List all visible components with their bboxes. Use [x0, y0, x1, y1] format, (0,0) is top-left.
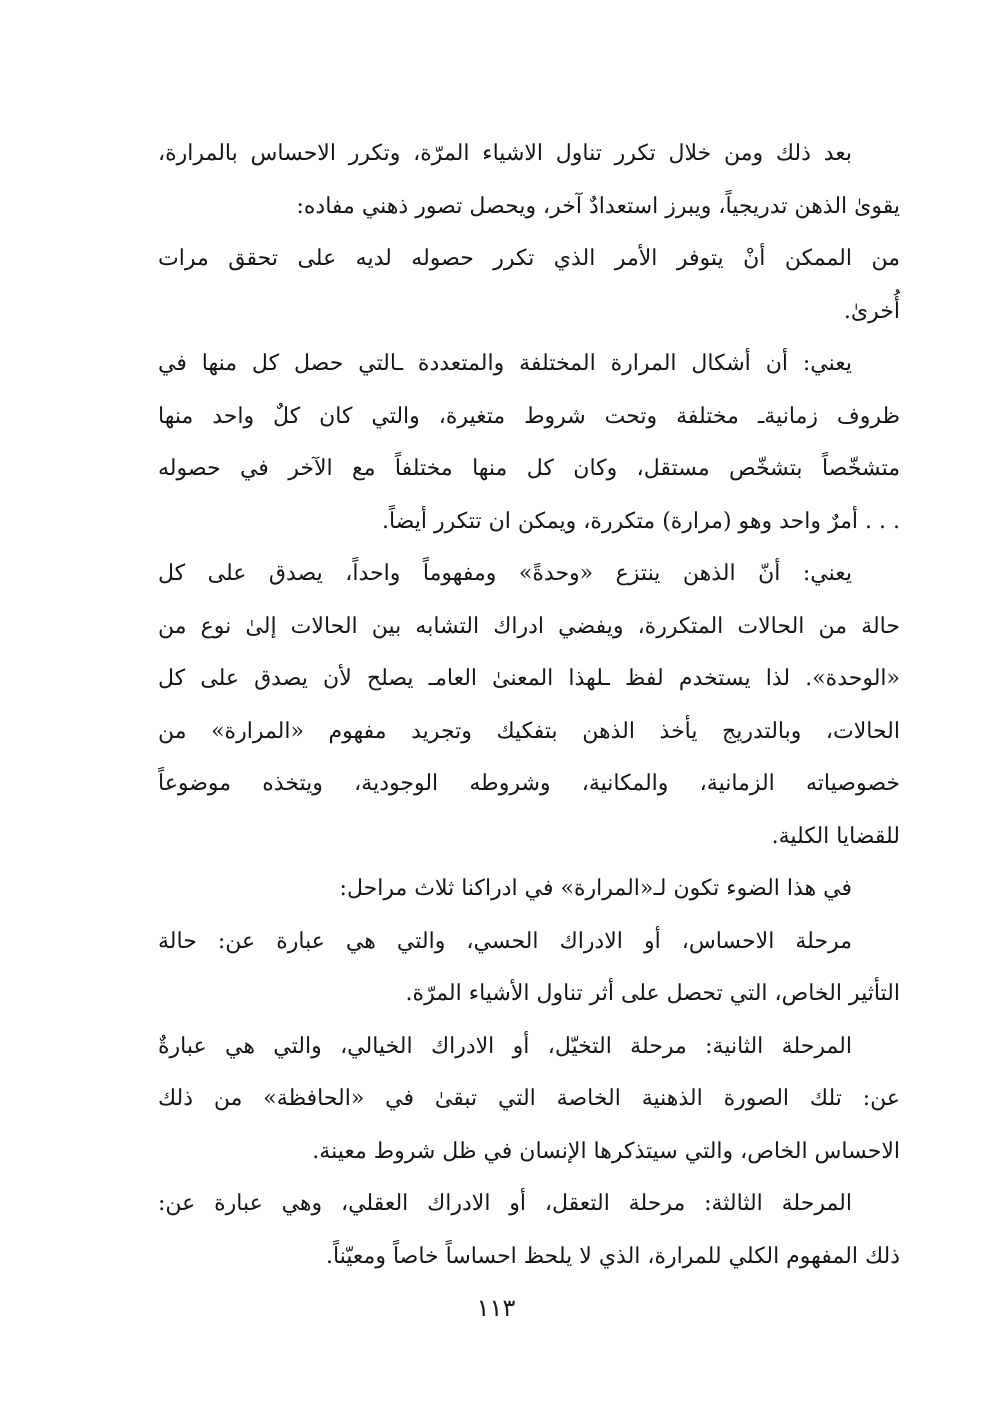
text-line: يعني: أن أشكال المرارة المختلفة والمتعددة ـالتي حصل كل منها في: [158, 351, 852, 376]
text-line: ظروف زمانيةـ مختلفة وتحت شروط متغيرة، والتي كان كلٌ واحد منها: [158, 403, 900, 429]
text-line: خصوصياته الزمانية، والمكانية، وشروطه الوجودية، ويتخذه موضوعاً: [158, 771, 900, 796]
text-line: . . . أمرٌ واحد وهو (مرارة) متكررة، ويمكن ان تتكرر أيضاً.: [381, 508, 900, 534]
text-line: متشخّصاً بتشخّص مستقل، وكان كل منها مختلفاً مع الآخر في حصوله: [158, 456, 900, 481]
text-line: بعد ذلك ومن خلال تكرر تناول الاشياء المرّة، وتكرر الاحساس بالمرارة،: [158, 141, 852, 166]
text-line: المرحلة الثالثة: مرحلة التعقل، أو الادراك العقلي، وهي عبارة عن:: [158, 1191, 852, 1216]
text-line: من الممكن أنْ يتوفر الأمر الذي تكرر حصوله لديه على تحقق مرات: [158, 246, 900, 271]
page-number: ١١٣: [476, 1294, 516, 1322]
text-line: يقوىٰ الذهن تدريجياً، ويبرز استعدادٌ آخر، ويحصل تصور ذهني مفاده:: [296, 193, 900, 219]
text-line: يعني: أنّ الذهن ينتزع «وحدةً» ومفهوماً واحداً، يصدق على كل: [158, 561, 852, 586]
text-line: المرحلة الثانية: مرحلة التخيّل، أو الادراك الخيالي، والتي هي عبارةٌ: [158, 1033, 852, 1059]
text-line: ذلك المفهوم الكلي للمرارة، الذي لا يلحظ احساساً خاصاً ومعيّناً.: [325, 1243, 900, 1269]
text-line: عن: تلك الصورة الذهنية الخاصة التي تبقىٰ في «الحافظة» من ذلك: [158, 1086, 900, 1111]
text-line: «الوحدة». لذا يستخدم لفظ ـلهذا المعنىٰ العامـ يصلح لأن يصدق على كل: [158, 666, 900, 691]
text-line: الحالات، وبالتدريج يأخذ الذهن بتفكيك وتجريد مفهوم «المرارة» من: [158, 718, 900, 744]
text-line: للقضايا الكلية.: [771, 823, 900, 849]
text-line: الاحساس الخاص، والتي سيتذكرها الإنسان في ظل شروط معينة.: [312, 1138, 900, 1164]
text-line: حالة من الحالات المتكررة، ويفضي ادراك التشابه بين الحالات إلىٰ نوع من: [158, 613, 900, 639]
page-body-text: [158, 128, 900, 1283]
text-line: مرحلة الاحساس، أو الادراك الحسي، والتي هي عبارة عن: حالة: [158, 928, 852, 954]
text-line: التأثير الخاص، التي تحصل على أثر تناول الأشياء المرّة.: [405, 981, 900, 1006]
text-line: في هذا الضوء تكون لـ«المرارة» في ادراكنا ثلاث مراحل:: [339, 876, 852, 901]
text-line: أُخرىٰ.: [843, 298, 900, 324]
